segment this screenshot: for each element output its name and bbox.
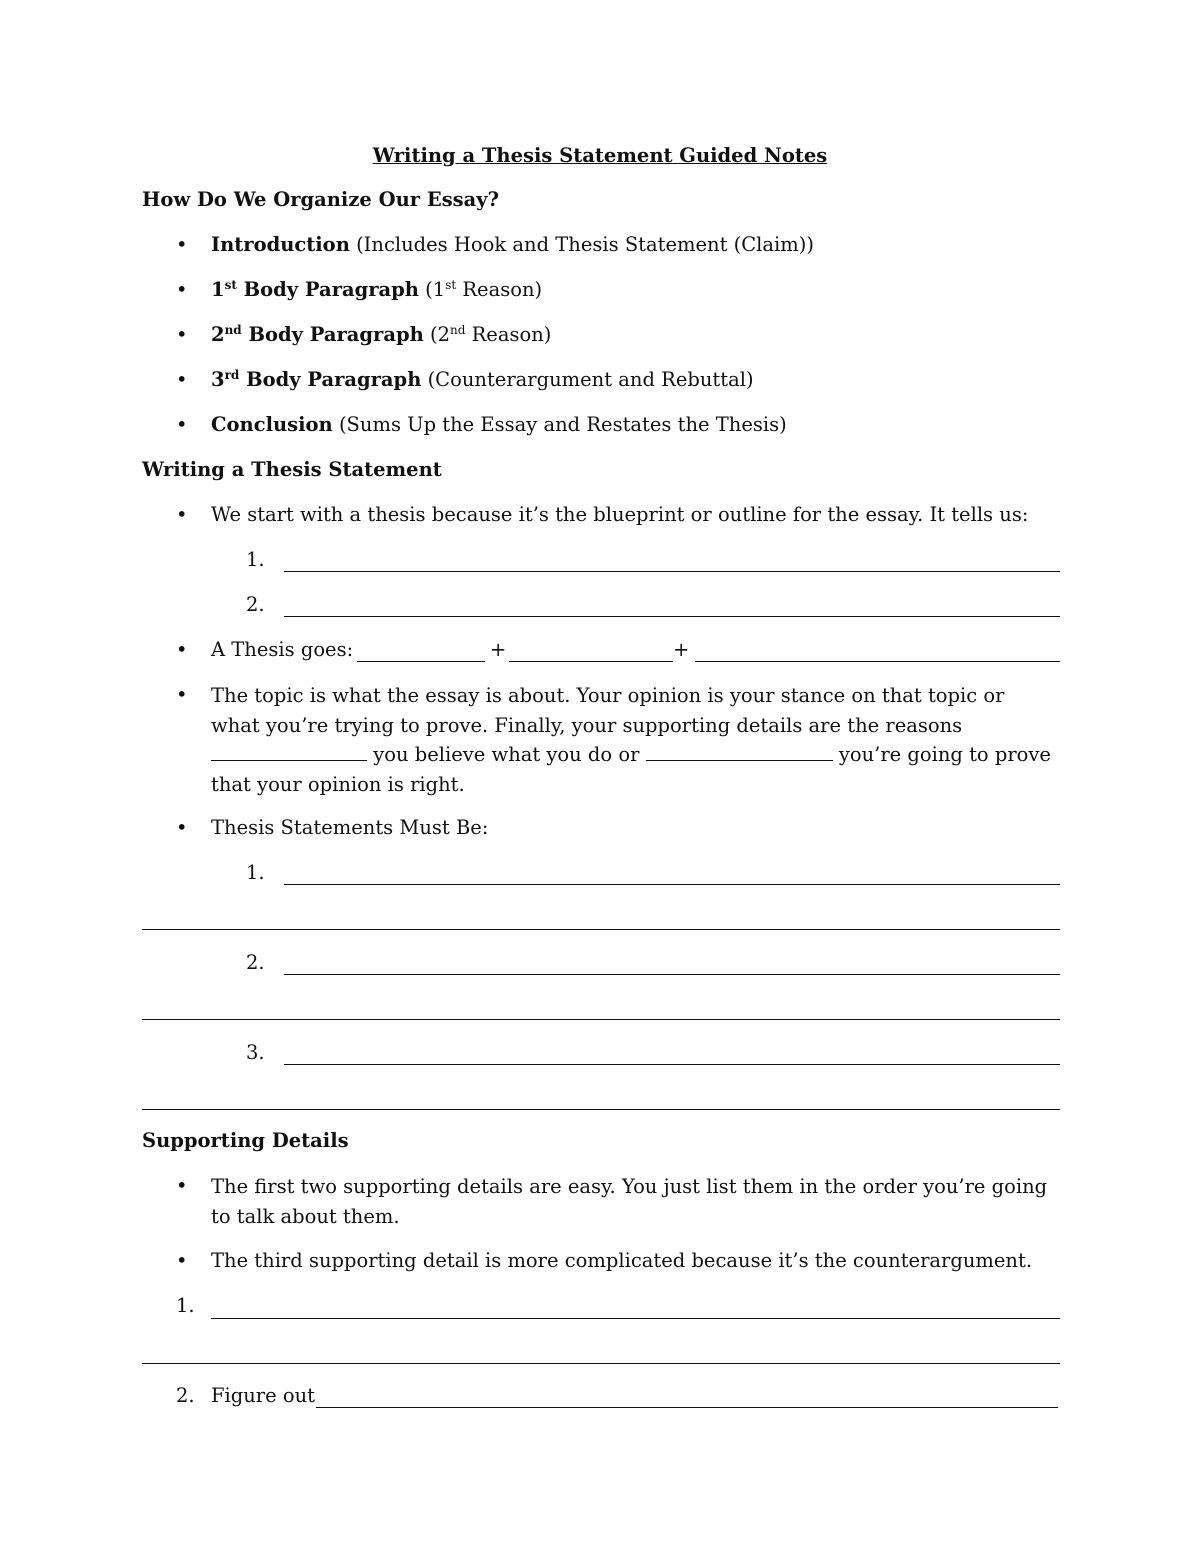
list-item-conclusion [211,413,787,437]
list-item-introduction [211,233,814,257]
section-heading-organize: How Do We Organize Our Essay? [142,188,500,211]
bullet-icon: • [176,233,188,256]
item-desc: (Includes Hook and Thesis Statement (Claim)) [356,233,814,256]
item-desc: (Counterargument and Rebuttal) [427,368,754,391]
blank-line[interactable] [284,571,1060,572]
bullet-icon: • [176,1174,188,1197]
must-be-label: Thesis Statements Must Be: [211,816,489,839]
item-label: 1 [211,278,225,301]
item-label: Introduction [211,233,350,256]
paragraph-topic-opinion [211,681,1051,799]
list-item-body-1 [211,278,542,302]
bullet-icon: • [176,368,188,391]
bullet-icon: • [176,638,188,661]
item-sup: rd [224,368,240,382]
list-item-body-3 [211,368,754,392]
blank-line[interactable] [695,661,1060,662]
item-desc-sup: st [445,278,457,292]
item-sup: nd [224,323,242,337]
figure-out-label: Figure out [211,1384,316,1407]
plus-sign: + [673,638,690,661]
item-desc: (Sums Up the Essay and Restates the Thesis) [338,413,787,436]
thesis-goes-label: A Thesis goes: [211,638,354,661]
blank-number: 2. [176,1384,195,1407]
blank-line[interactable] [142,929,1060,930]
blank-line[interactable] [284,884,1060,885]
item-desc: Reason) [465,323,552,346]
bullet-text-first-two: The first two supporting details are easy. You just list them in the order you’re going to talk about them. [211,1175,1048,1228]
blank-line[interactable] [142,1109,1060,1110]
blank-line[interactable] [142,1363,1060,1364]
bullet-text-third: The third supporting detail is more complicated because it’s the counterargument. [211,1249,1033,1272]
blank-line[interactable] [284,1064,1060,1065]
bullet-icon: • [176,413,188,436]
para-text-a: The topic is what the essay is about. Your opinion is your stance on that topic or what you’re trying to prove. Finally, your supporting details are the reasons [211,684,1005,737]
bullet-icon: • [176,503,188,526]
para-text-b: you believe what you do or [373,743,640,766]
section-heading-supporting: Supporting Details [142,1129,349,1152]
blank-number: 2. [246,951,265,974]
inline-blank[interactable] [646,743,833,761]
bullet-text-blueprint: We start with a thesis because it’s the blueprint or outline for the essay. It tells us: [211,503,1029,526]
blank-number: 1. [176,1294,195,1317]
page-title: Writing a Thesis Statement Guided Notes [372,144,828,167]
item-label: 3 [211,368,225,391]
bullet-icon: • [176,683,188,706]
blank-number: 1. [246,548,265,571]
bullet-icon: • [176,278,188,301]
blank-line[interactable] [357,661,485,662]
item-label-rest: Body Paragraph [241,323,424,346]
para-text-c: you’re going to prove that your opinion is right. [211,743,1051,796]
blank-line[interactable] [211,1318,1060,1319]
item-sup: st [224,278,237,292]
bullet-icon: • [176,1249,188,1272]
blank-line[interactable] [509,661,673,662]
inline-blank[interactable] [211,743,367,761]
item-desc-pre: (1 [425,278,446,301]
blank-line[interactable] [142,1019,1060,1020]
plus-sign: + [490,638,507,661]
bullet-icon: • [176,816,188,839]
blank-number: 1. [246,861,265,884]
item-desc: Reason) [456,278,543,301]
item-label: 2 [211,323,225,346]
item-desc-sup: nd [450,323,466,337]
blank-line[interactable] [284,616,1060,617]
item-label-rest: Body Paragraph [239,368,422,391]
blank-line[interactable] [316,1407,1058,1408]
bullet-icon: • [176,323,188,346]
item-label-rest: Body Paragraph [236,278,419,301]
section-heading-thesis: Writing a Thesis Statement [142,458,442,481]
item-label: Conclusion [211,413,333,436]
blank-number: 2. [246,593,265,616]
item-desc-pre: (2 [429,323,450,346]
blank-line[interactable] [284,974,1060,975]
list-item-body-2 [211,323,551,347]
blank-number: 3. [246,1041,265,1064]
